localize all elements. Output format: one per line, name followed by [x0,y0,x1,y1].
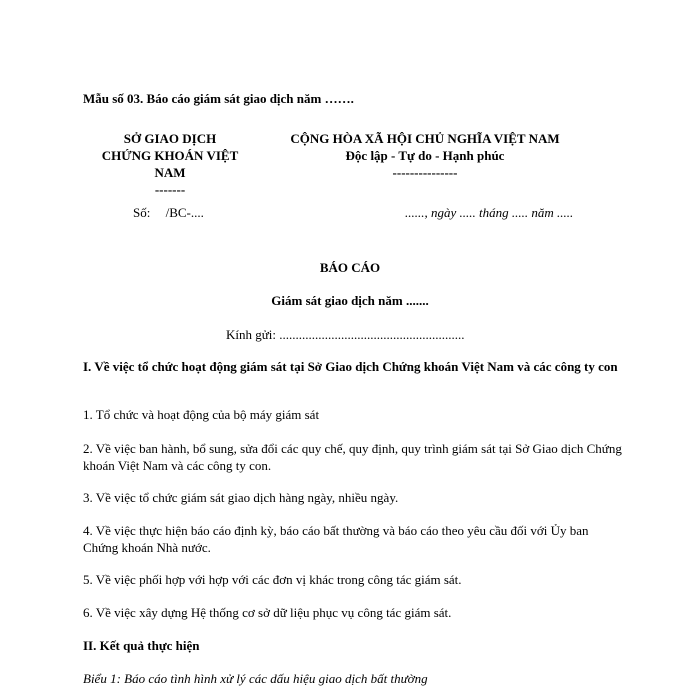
national-motto: Độc lập - Tự do - Hạnh phúc [345,148,505,163]
section-heading: II. Kết quả thực hiện [83,638,200,653]
list-item: 1. Tổ chức và hoạt động của bộ máy giám sát [83,407,320,422]
org-line: SỞ GIAO DỊCH [123,131,217,146]
section-heading: I. Về việc tổ chức hoạt động giám sát tại Sở Giao dịch Chứng khoán Việt Nam và các công ty con [83,359,618,374]
list-item: 5. Về việc phối hợp với hợp với các đơn vị khác trong công tác giám sát. [83,572,462,587]
list-item: 3. Về việc tổ chức giám sát giao dịch hàng ngày, nhiều ngày. [83,490,399,505]
national-title: CỘNG HÒA XÃ HỘI CHỦ NGHĨA VIỆT NAM [290,131,560,146]
org-line: CHỨNG KHOÁN VIỆT [101,148,239,163]
table-caption: Biểu 1: Báo cáo tình hình xử lý các dấu hiệu giao dịch bất thường [83,671,428,686]
form-label: Mẫu số 03. Báo cáo giám sát giao dịch năm ……. [83,91,354,106]
list-item: 2. Về việc ban hành, bổ sung, sửa đổi các quy chế, quy định, quy trình giám sát tại Sở Giao dịch Chứng khoán Việt Nam và các công ty con. [83,441,622,473]
org-line: NAM [154,165,186,180]
recipient-line: Kính gửi: ......................................................... [226,327,465,342]
issuing-organization [90,130,250,198]
national-separator: --------------- [392,165,458,180]
document-number [133,204,204,221]
date-line: ......, ngày ..... tháng ..... năm ..... [405,205,574,220]
org-separator: ------- [154,182,186,197]
number-label: Số: [133,205,151,220]
document-subtitle: Giám sát giao dịch năm ....... [271,293,429,308]
national-title-block [270,130,580,181]
number-value: /BC-.... [165,205,204,220]
document-title: BÁO CÁO [319,260,381,275]
list-item: 6. Về việc xây dựng Hệ thống cơ sở dữ liệu phục vụ công tác giám sát. [83,605,452,620]
list-item: 4. Về việc thực hiện báo cáo định kỳ, báo cáo bất thường và báo cáo theo yêu cầu đối với Ủy ban Chứng khoán Nhà nước. [83,523,589,555]
